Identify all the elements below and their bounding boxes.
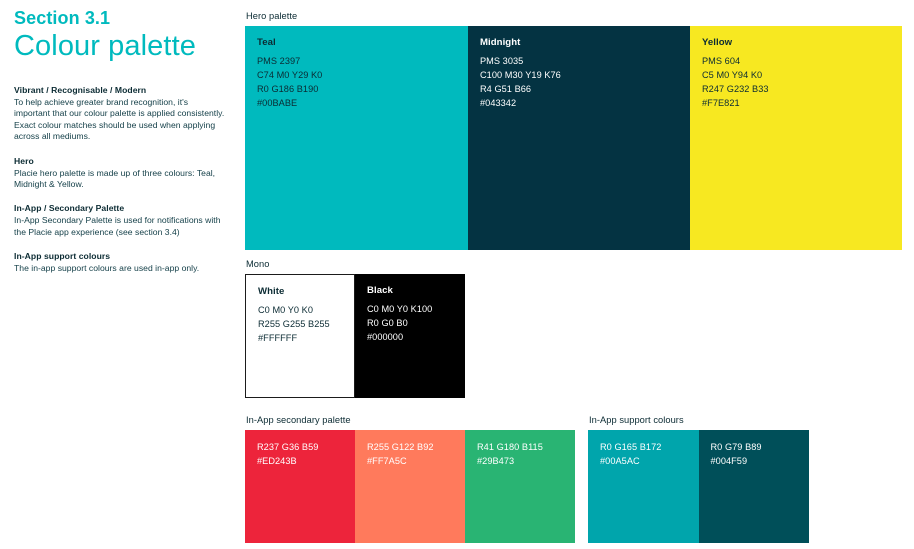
swatch-pms: PMS 2397: [257, 56, 301, 66]
swatch-midnight: [468, 26, 690, 250]
support-palette-label: In-App support colours: [589, 415, 684, 425]
swatch-teal: [245, 26, 468, 250]
intro-heading: In-App support colours: [14, 251, 111, 262]
swatch-hex: #ED243B: [257, 456, 297, 466]
secondary-palette-row: [245, 430, 575, 543]
intro-heading: In-App / Secondary Palette: [14, 203, 125, 214]
swatch-white: [245, 274, 355, 398]
swatch-hex: #F7E821: [702, 98, 740, 108]
swatch-hex: #00BABE: [257, 98, 298, 108]
swatch-rgb: R0 G79 B89: [710, 442, 762, 452]
swatch-name: Yellow: [702, 37, 733, 48]
swatch-rgb: R237 G36 B59: [257, 442, 319, 452]
swatch-rgb: R0 G165 B172: [600, 442, 662, 452]
hero-palette-label: Hero palette: [246, 11, 298, 21]
swatch-rgb: R4 G51 B66: [480, 84, 532, 94]
swatch-cmyk: C100 M30 Y19 K76: [480, 70, 561, 80]
swatch-values: [477, 440, 563, 468]
swatch-name: White: [258, 286, 285, 297]
swatch-hex: #000000: [367, 332, 404, 342]
swatch-hex: #00A5AC: [600, 456, 640, 466]
section-label: Section 3.1: [14, 8, 111, 28]
swatch-cmyk: C5 M0 Y94 K0: [702, 70, 763, 80]
mono-palette-label: Mono: [246, 259, 270, 269]
secondary-palette-group: [245, 414, 575, 543]
intro-heading: Hero: [14, 155, 34, 166]
swatch-secondary-coral: [355, 430, 465, 543]
swatch-black: [355, 274, 465, 398]
intro-body: The in-app support colours are used in-app only.: [14, 263, 200, 274]
swatch-rgb: R247 G232 B33: [702, 84, 769, 94]
mono-palette-group: [245, 258, 465, 398]
swatch-values: [702, 54, 890, 110]
swatch-cmyk: C0 M0 Y0 K100: [367, 304, 433, 314]
intro-body: To help achieve greater brand recognition, it's important that our colour palette is applied consistently. Exact colour matches should be used when applying across all mediums.: [14, 97, 225, 142]
swatch-values: [257, 440, 343, 468]
intro-paragraph: [14, 84, 226, 143]
swatch-rgb: R0 G186 B190: [257, 84, 319, 94]
swatch-secondary-red: [245, 430, 355, 543]
mono-palette-row: [245, 274, 465, 398]
swatch-values: [600, 440, 687, 468]
page-title: Colour palette: [14, 30, 196, 62]
intro-heading: Vibrant / Recognisable / Modern: [14, 85, 147, 95]
swatch-values: [367, 440, 453, 468]
swatch-cmyk: C74 M0 Y29 K0: [257, 70, 323, 80]
intro-column: [14, 8, 226, 287]
intro-paragraph: [14, 155, 226, 191]
swatch-values: [480, 54, 678, 110]
swatch-values: [257, 54, 456, 110]
swatch-name: Black: [367, 285, 393, 296]
swatch-cmyk: C0 M0 Y0 K0: [258, 305, 314, 315]
swatch-values: [367, 302, 453, 344]
intro-body: Placie hero palette is made up of three colours: Teal, Midnight & Yellow.: [14, 167, 216, 190]
support-palette-group: [588, 414, 809, 543]
support-palette-row: [588, 430, 809, 543]
swatch-name: Teal: [257, 37, 276, 48]
swatch-values: [711, 440, 798, 468]
swatch-rgb: R0 G0 B0: [367, 318, 408, 328]
swatch-hex: #29B473: [477, 456, 515, 466]
swatch-secondary-green: [465, 430, 575, 543]
swatch-hex: #FFFFFF: [258, 333, 298, 343]
intro-paragraph: [14, 250, 226, 274]
swatch-rgb: R41 G180 B115: [477, 442, 543, 452]
swatch-rgb: R255 G255 B255: [258, 319, 330, 329]
swatch-pms: PMS 3035: [480, 56, 524, 66]
swatch-hex: #004F59: [710, 456, 748, 466]
swatch-support-teal: [588, 430, 699, 543]
swatch-hex: #043342: [480, 98, 517, 108]
swatch-hex: #FF7A5C: [367, 456, 407, 466]
swatch-name: Midnight: [480, 37, 521, 48]
secondary-palette-label: In-App secondary palette: [246, 415, 351, 425]
intro-body: In-App Secondary Palette is used for notifications with the Placie app experience (see section 3.4): [14, 215, 221, 237]
swatch-support-dark-teal: [699, 430, 810, 543]
swatch-pms: PMS 604: [702, 56, 741, 66]
swatch-yellow: [690, 26, 902, 250]
intro-paragraph: [14, 202, 226, 238]
hero-palette-row: [245, 26, 902, 250]
swatch-values: [258, 303, 342, 345]
hero-palette-group: [245, 10, 902, 250]
swatch-rgb: R255 G122 B92: [367, 442, 434, 452]
